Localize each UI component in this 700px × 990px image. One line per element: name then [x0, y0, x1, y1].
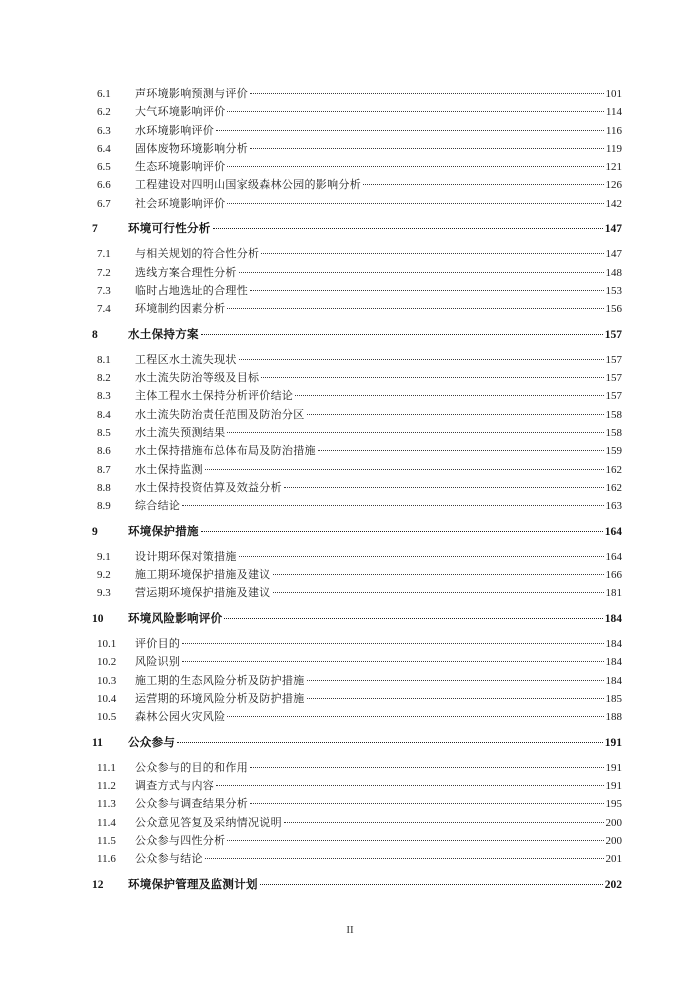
toc-sub-entry [92, 140, 622, 158]
toc-sub-entry [92, 653, 622, 671]
entry-title: 环境可行性分析 [128, 223, 211, 236]
entry-title: 水土保持方案 [128, 328, 199, 341]
page-footer [0, 924, 700, 936]
toc-chapter-entry [92, 326, 622, 344]
entry-number: 10.1 [97, 638, 117, 651]
toc-chapter-entry [92, 734, 622, 752]
toc-sub-entry [92, 195, 622, 213]
toc-sub-entry [92, 708, 622, 726]
toc-sub-entry [92, 814, 622, 832]
entry-number: 11 [92, 736, 103, 749]
entry-page-number: 200 [605, 834, 622, 847]
entry-page-number: 200 [605, 816, 622, 829]
entry-title: 主体工程水土保持分析评价结论 [135, 390, 294, 403]
toc-sub-entry [92, 635, 622, 653]
entry-page-number: 126 [605, 179, 622, 192]
table-of-contents [92, 85, 622, 901]
entry-number: 11.6 [97, 853, 116, 866]
entry-number: 11.3 [97, 798, 116, 811]
entry-number: 11.2 [97, 780, 116, 793]
entry-title: 施工期的生态风险分析及防护措施 [135, 674, 305, 687]
entry-page-number: 188 [605, 711, 622, 724]
toc-sub-entry [92, 300, 622, 318]
toc-chapter-entry [92, 876, 622, 894]
toc-sub-entry [92, 351, 622, 369]
toc-sub-entry [92, 442, 622, 460]
entry-page-number: 195 [605, 798, 622, 811]
entry-page-number: 147 [605, 248, 622, 261]
entry-title: 生态环境影响评价 [135, 161, 226, 174]
entry-title: 环境风险影响评价 [128, 612, 223, 625]
page-number: II [346, 924, 354, 936]
entry-page-number: 166 [605, 569, 622, 582]
entry-page-number: 162 [605, 463, 622, 476]
entry-number: 8.3 [97, 390, 111, 403]
entry-page-number: 157 [604, 328, 622, 341]
toc-chapter-entry [92, 220, 622, 238]
toc-chapter-entry [92, 610, 622, 628]
entry-page-number: 148 [605, 266, 622, 279]
entry-page-number: 158 [605, 408, 622, 421]
entry-title: 水土保持措施布总体布局及防治措施 [135, 445, 316, 458]
entry-title: 综合结论 [135, 500, 181, 513]
entry-number: 6.5 [97, 161, 111, 174]
entry-title: 公众参与调查结果分析 [135, 798, 248, 811]
toc-sub-entry [92, 103, 622, 121]
entry-page-number: 191 [605, 780, 622, 793]
entry-title: 选线方案合理性分析 [135, 266, 237, 279]
entry-title: 营运期环境保护措施及建议 [135, 587, 271, 600]
entry-title: 水环境影响评价 [135, 124, 215, 137]
entry-number: 7.3 [97, 284, 111, 297]
toc-chapter-entry [92, 523, 622, 541]
toc-sub-entry [92, 176, 622, 194]
entry-page-number: 156 [605, 303, 622, 316]
entry-title: 水土流失防治责任范围及防治分区 [135, 408, 305, 421]
entry-number: 9 [92, 525, 98, 538]
entry-page-number: 158 [605, 427, 622, 440]
entry-number: 8.9 [97, 500, 111, 513]
toc-sub-entry [92, 497, 622, 515]
entry-title: 固体废物环境影响分析 [135, 142, 248, 155]
entry-title: 工程建设对四明山国家级森林公园的影响分析 [135, 179, 361, 192]
entry-number: 7 [92, 223, 98, 236]
entry-title: 环境保护管理及监测计划 [128, 878, 258, 891]
entry-number: 8.4 [97, 408, 111, 421]
entry-title: 公众参与四性分析 [135, 834, 226, 847]
toc-sub-entry [92, 832, 622, 850]
entry-title: 环境制约因素分析 [135, 303, 226, 316]
entry-title: 水土保持投资估算及效益分析 [135, 481, 282, 494]
entry-page-number: 153 [605, 284, 622, 297]
entry-page-number: 164 [604, 525, 622, 538]
entry-page-number: 142 [605, 197, 622, 210]
toc-sub-entry [92, 566, 622, 584]
entry-title: 评价目的 [135, 638, 181, 651]
entry-page-number: 191 [604, 736, 622, 749]
toc-sub-entry [92, 479, 622, 497]
entry-number: 10.4 [97, 692, 117, 705]
entry-number: 9.3 [97, 587, 111, 600]
toc-sub-entry [92, 264, 622, 282]
toc-sub-entry [92, 759, 622, 777]
entry-page-number: 157 [605, 353, 622, 366]
toc-sub-entry [92, 85, 622, 103]
entry-number: 7.2 [97, 266, 111, 279]
entry-page-number: 202 [604, 878, 622, 891]
entry-title: 公众参与 [128, 736, 176, 749]
entry-title: 森林公园火灾风险 [135, 711, 226, 724]
entry-page-number: 184 [605, 674, 622, 687]
entry-number: 6.2 [97, 106, 111, 119]
entry-title: 工程区水土流失现状 [135, 353, 237, 366]
entry-page-number: 147 [604, 223, 622, 236]
entry-title: 大气环境影响评价 [135, 106, 226, 119]
entry-title: 临时占地选址的合理性 [135, 284, 248, 297]
entry-page-number: 116 [605, 124, 622, 137]
entry-number: 10 [92, 612, 104, 625]
entry-title: 公众参与结论 [135, 853, 203, 866]
entry-number: 8.7 [97, 463, 111, 476]
entry-title: 施工期环境保护措施及建议 [135, 569, 271, 582]
entry-number: 9.2 [97, 569, 111, 582]
entry-page-number: 184 [605, 638, 622, 651]
entry-page-number: 184 [604, 612, 622, 625]
entry-number: 9.1 [97, 550, 111, 563]
toc-sub-entry [92, 584, 622, 602]
entry-number: 8.8 [97, 481, 111, 494]
entry-title: 与相关规划的符合性分析 [135, 248, 260, 261]
entry-number: 6.1 [97, 88, 111, 100]
toc-sub-entry [92, 850, 622, 868]
entry-page-number: 121 [605, 161, 622, 174]
entry-number: 6.4 [97, 142, 111, 155]
entry-page-number: 164 [605, 550, 622, 563]
entry-page-number: 114 [605, 106, 622, 119]
entry-title: 环境保护措施 [128, 525, 199, 538]
entry-number: 10.5 [97, 711, 117, 724]
entry-number: 8.5 [97, 427, 111, 440]
entry-page-number: 157 [605, 372, 622, 385]
entry-title: 声环境影响预测与评价 [135, 88, 248, 100]
entry-number: 8.2 [97, 372, 111, 385]
toc-sub-entry [92, 690, 622, 708]
entry-page-number: 162 [605, 481, 622, 494]
entry-title: 公众参与的目的和作用 [135, 761, 248, 774]
entry-number: 6.7 [97, 197, 111, 210]
entry-number: 8.6 [97, 445, 111, 458]
entry-number: 10.3 [97, 674, 117, 687]
toc-sub-entry [92, 369, 622, 387]
toc-sub-entry [92, 777, 622, 795]
entry-number: 11.1 [97, 761, 116, 774]
entry-title: 公众意见答复及采纳情况说明 [135, 816, 282, 829]
toc-sub-entry [92, 122, 622, 140]
entry-title: 社会环境影响评价 [135, 197, 226, 210]
entry-page-number: 201 [605, 853, 622, 866]
entry-number: 12 [92, 878, 104, 891]
entry-page-number: 181 [605, 587, 622, 600]
entry-title: 设计期环保对策措施 [135, 550, 237, 563]
toc-sub-entry [92, 424, 622, 442]
toc-sub-entry [92, 548, 622, 566]
entry-title: 运营期的环境风险分析及防护措施 [135, 692, 305, 705]
entry-title: 水土保持监测 [135, 463, 203, 476]
entry-number: 6.3 [97, 124, 111, 137]
entry-page-number: 119 [605, 142, 622, 155]
toc-sub-entry [92, 387, 622, 405]
entry-number: 10.2 [97, 656, 117, 669]
entry-number: 11.5 [97, 834, 116, 847]
entry-page-number: 191 [605, 761, 622, 774]
entry-number: 8 [92, 328, 98, 341]
toc-sub-entry [92, 158, 622, 176]
entry-page-number: 101 [605, 88, 622, 100]
entry-number: 11.4 [97, 816, 116, 829]
entry-page-number: 185 [605, 692, 622, 705]
entry-page-number: 163 [605, 500, 622, 513]
toc-sub-entry [92, 795, 622, 813]
entry-title: 调查方式与内容 [135, 780, 215, 793]
toc-sub-entry [92, 282, 622, 300]
entry-number: 6.6 [97, 179, 111, 192]
toc-sub-entry [92, 672, 622, 690]
entry-title: 风险识别 [135, 656, 181, 669]
entry-page-number: 159 [605, 445, 622, 458]
entry-page-number: 157 [605, 390, 622, 403]
toc-sub-entry [92, 245, 622, 263]
entry-number: 7.4 [97, 303, 111, 316]
entry-number: 7.1 [97, 248, 111, 261]
entry-number: 8.1 [97, 353, 111, 366]
entry-title: 水土流失预测结果 [135, 427, 226, 440]
toc-sub-entry [92, 461, 622, 479]
toc-sub-entry [92, 406, 622, 424]
entry-page-number: 184 [605, 656, 622, 669]
entry-title: 水土流失防治等级及目标 [135, 372, 260, 385]
